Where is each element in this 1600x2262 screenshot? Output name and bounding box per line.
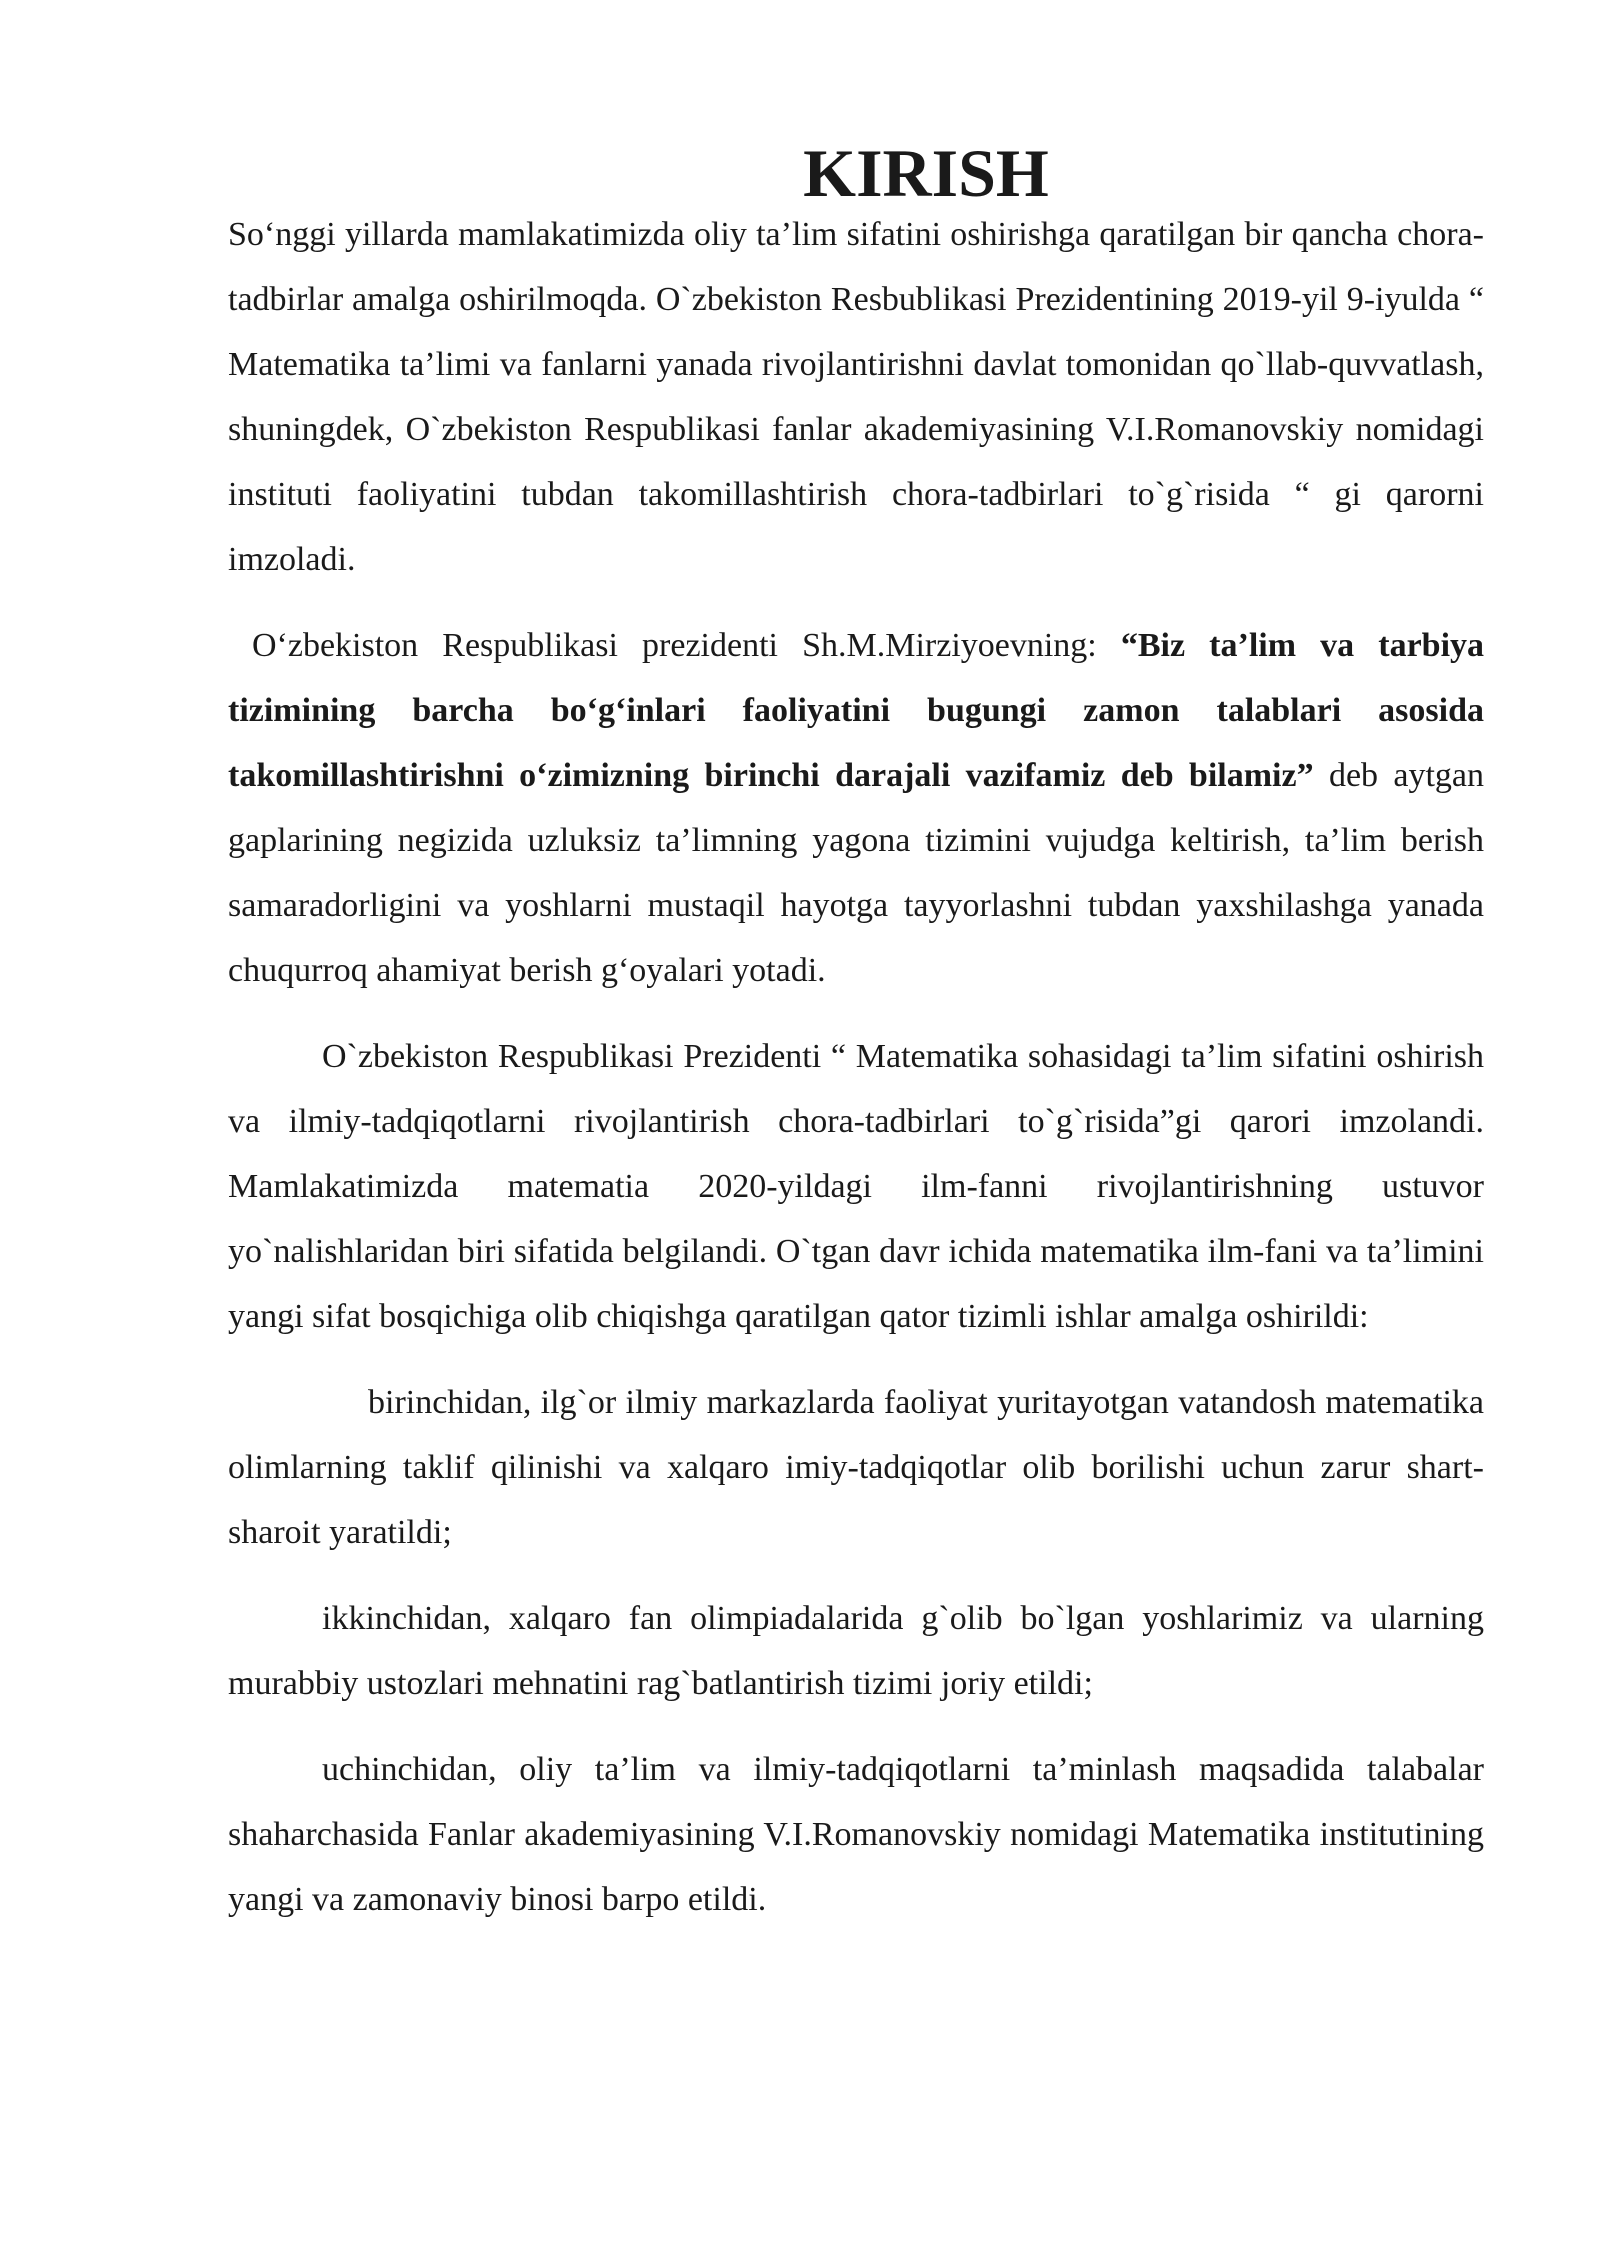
- paragraph-third: uchinchidan, oliy ta’lim va ilmiy-tadqiqotlarni ta’minlash maqsadida talabalar shaharchasida Fanlar akademiyasining V.I.Romanovskiy nomidagi Matematika institutining yangi va zamonaviy binosi barpo etildi.: [228, 1751, 1484, 1918]
- paragraph-decree: O`zbekiston Respublikasi Prezidenti “ Matematika sohasidagi ta’lim sifatini oshirish va ilmiy-tadqiqotlarni rivojlantirish chora-tadbirlari to`g`risida”gi qarori imzolandi. Mamlakatimizda matematia 2020-yildagi ilm-fanni rivojlantirishning ustuvor yo`nalishlaridan biri sifatida belgilandi. O`tgan davr ichida matematika ilm-fani va ta’limini yangi sifat bosqichiga olib chiqishga qaratilgan qator tizimli ishlar amalga oshirildi:: [228, 1038, 1484, 1335]
- quote-tail: deb aytgan gaplarining negizida uzluksiz ta’limning yagona tizimini vujudga keltirish, ta’lim berish samaradorligini va yoshlarni mustaqil hayotga tayyorlashni tubdan yaxshilashga yanada chuqurroq ahamiyat berish g‘oyalari yotadi.: [228, 757, 1485, 989]
- quote-lead: O‘zbekiston Respublikasi prezidenti Sh.M.Mirziyoevning:: [252, 627, 1121, 664]
- paragraph-second: ikkinchidan, xalqaro fan olimpiadalarida g`olib bo`lgan yoshlarimiz va ularning murabbiy ustozlari mehnatini rag`batlantirish tizimi joriy etildi;: [228, 1600, 1484, 1702]
- document-title: KIRISH: [803, 135, 1049, 211]
- paragraph-intro: So‘nggi yillarda mamlakatimizda oliy ta’lim sifatini oshirishga qaratilgan bir qancha chora-tadbirlar amalga oshirilmoqda. O`zbekiston Resbublikasi Prezidentining 2019-yil 9-iyulda “ Matematika ta’limi va fanlarni yanada rivojlantirishni davlat tomonidan qo`llab-quvvatlash, shuningdek, O`zbekiston Respublikasi fanlar akademiyasining V.I.Romanovskiy nomidagi instituti faoliyatini tubdan takomillashtirish chora-tadbirlari to`g`risida “ gi qarorni imzoladi.: [228, 216, 1484, 578]
- paragraph-first: birinchidan, ilg`or ilmiy markazlarda faoliyat yuritayotgan vatandosh matematika olimlarning taklif qilinishi va xalqaro imiy-tadqiqotlar olib borilishi uchun zarur shart-sharoit yaratildi;: [228, 1384, 1484, 1551]
- paragraph-quote: [228, 613, 1484, 1003]
- document-body: [228, 135, 1485, 1932]
- quote-bold: “Biz ta’lim va tarbiya tizimining barcha bo‘g‘inlari faoliyatini bugungi zamon talablari asosida takomillashtirishni o‘zimizning birinchi darajali vazifamiz deb bilamiz”: [228, 627, 1485, 794]
